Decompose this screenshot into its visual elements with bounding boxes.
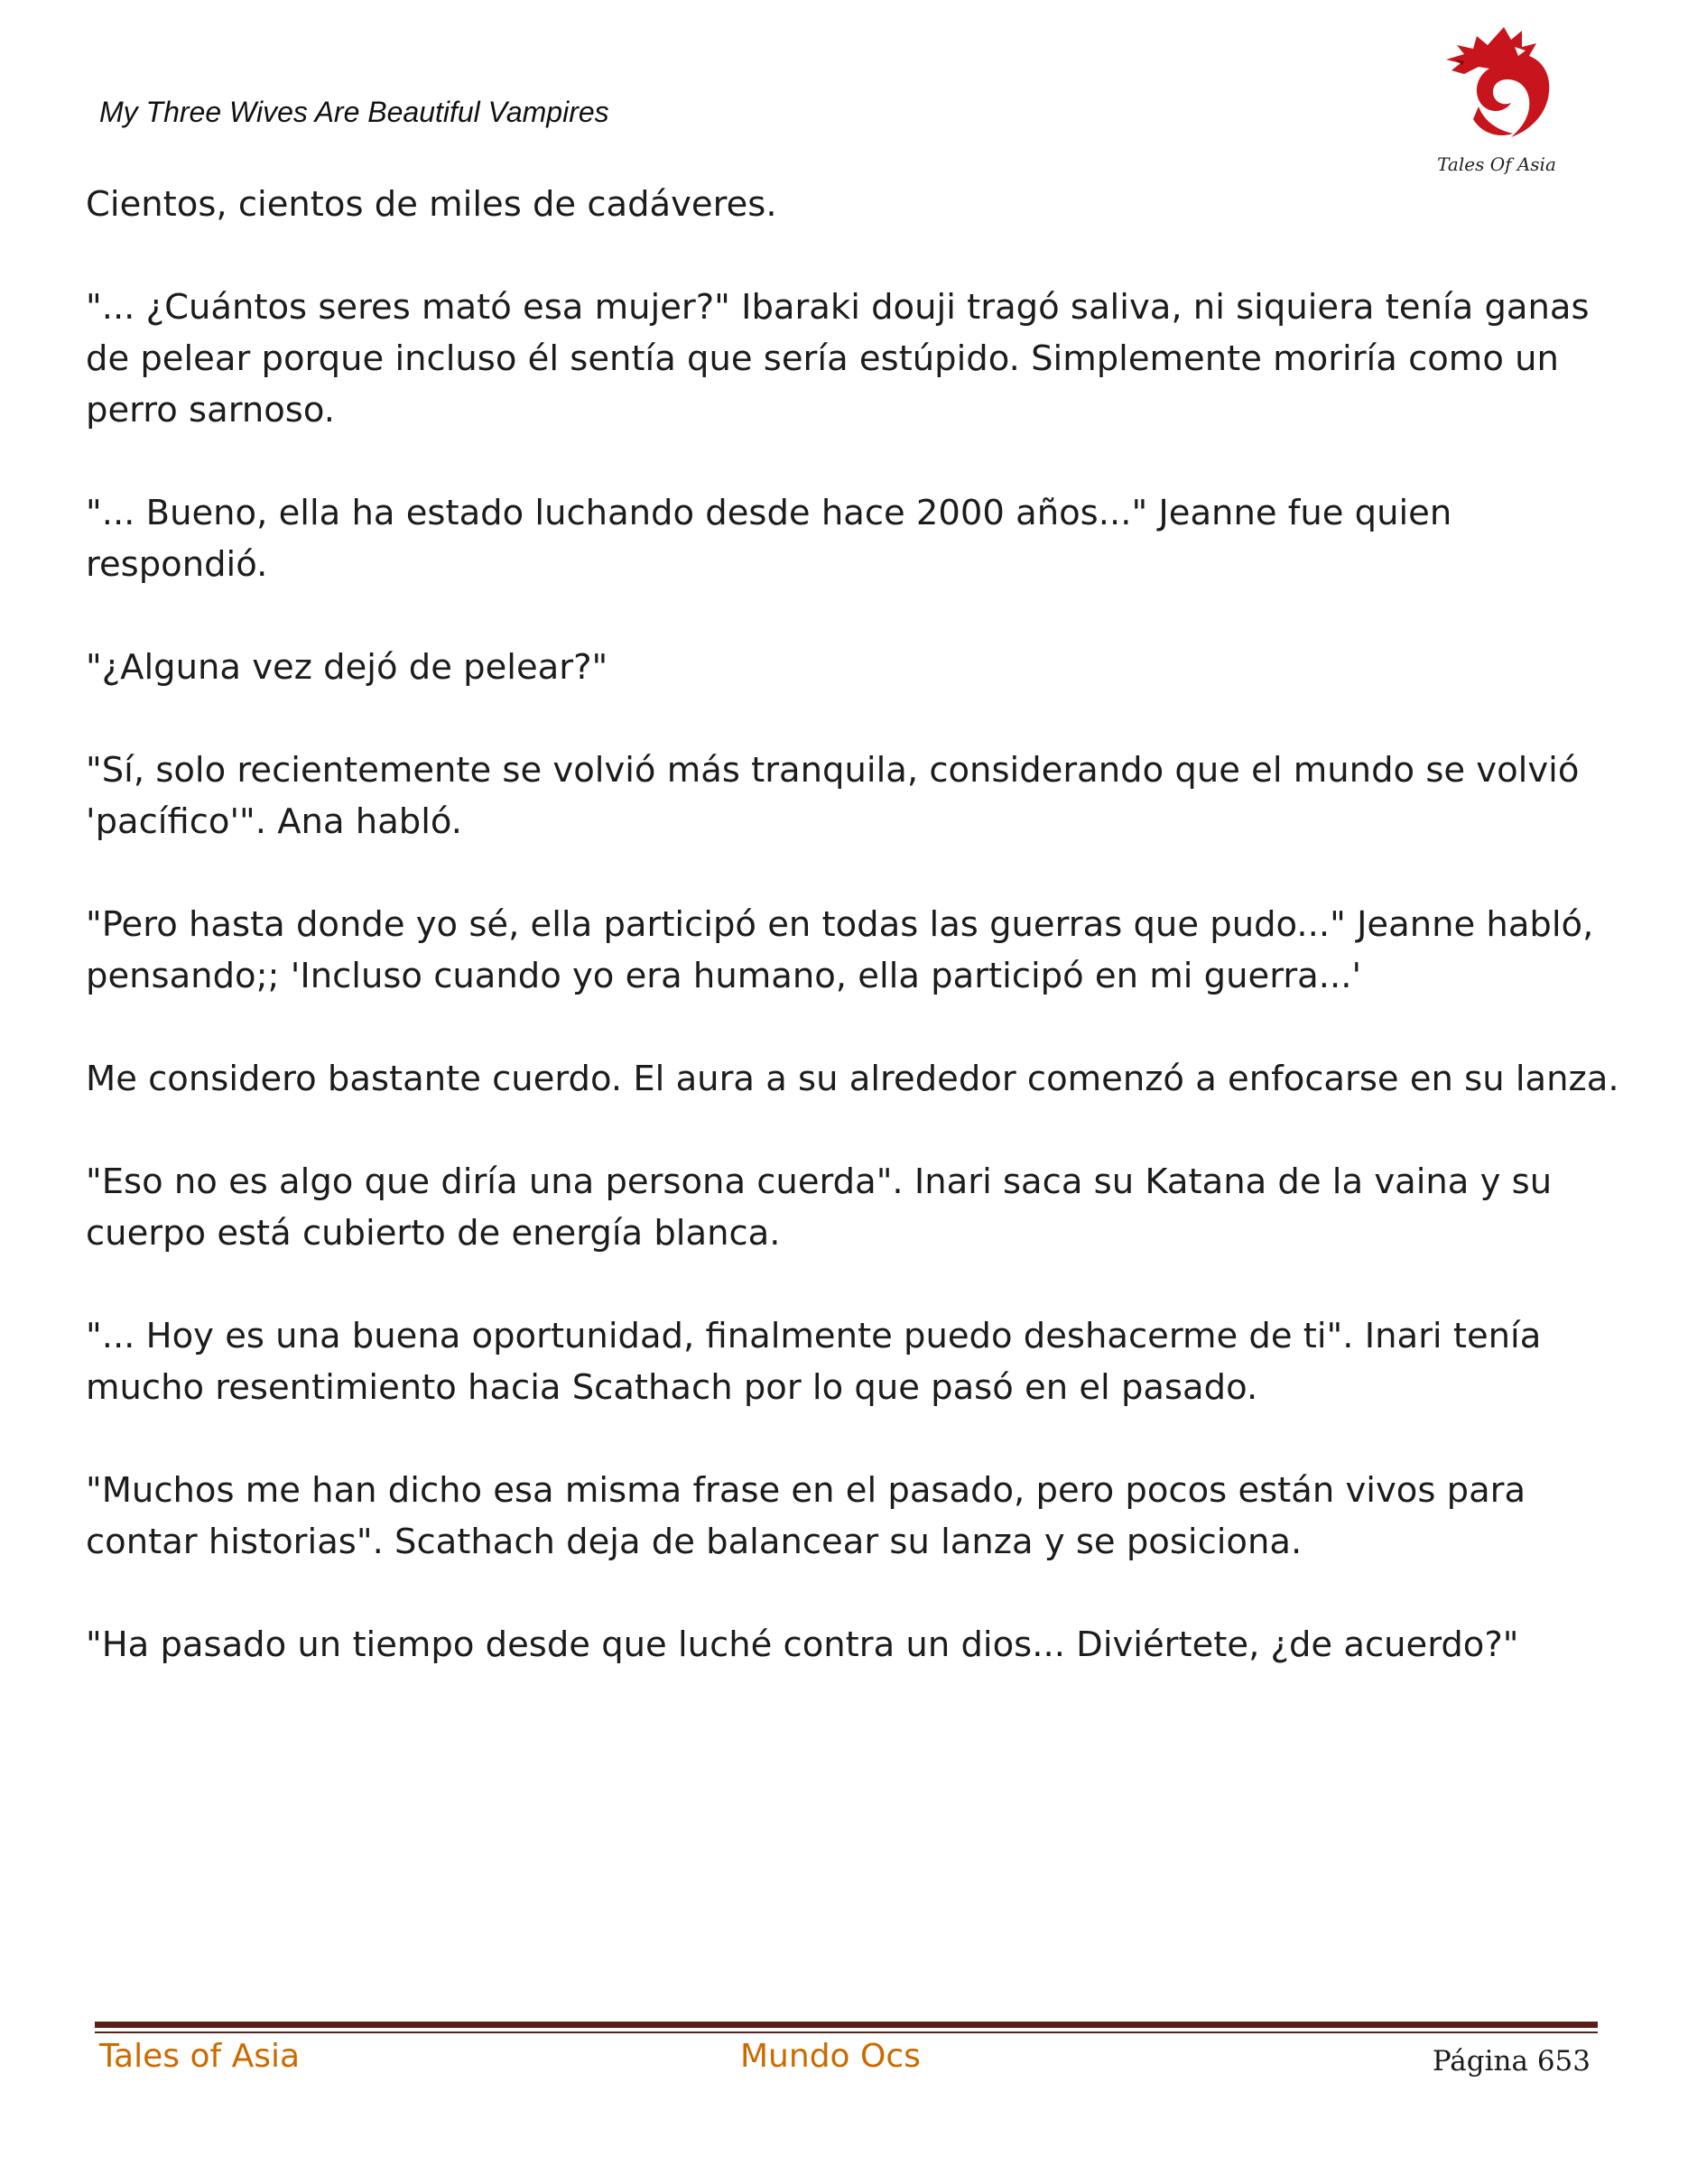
publisher-logo (1424, 20, 1569, 182)
paragraph: "Eso no es algo que diría una persona cuerda". Inari saca su Katana de la vaina y su cuerpo está cubierto de energía blanca. (86, 1161, 1553, 1254)
paragraph: Cientos, cientos de miles de cadáveres. (86, 184, 777, 225)
paragraph: "¿Alguna vez dejó de pelear?" (86, 647, 608, 688)
paragraph: "Muchos me han dicho esa misma frase en el pasado, pero pocos están vivos para contar historias". Scathach deja de balancear su lanza y se posiciona. (86, 1470, 1526, 1562)
paragraph: Me considero bastante cuerdo. El aura a su alrededor comenzó a enfocarse en su lanza. (86, 1059, 1619, 1099)
footer-divider (95, 2022, 1598, 2028)
red-dragon-logo-icon (1424, 20, 1569, 155)
footer-divider-thin (95, 2031, 1598, 2033)
logo-caption: Tales Of Asia (1437, 153, 1556, 175)
paragraph: "Ha pasado un tiempo desde que luché contra un dios... Diviértete, ¿de acuerdo?" (86, 1624, 1519, 1665)
paragraph: "Pero hasta donde yo sé, ella participó en todas las guerras que pudo..." Jeanne habló, pensando;; 'Incluso cuando yo era humano, ella participó en mi guerra...' (86, 904, 1594, 996)
footer-publisher: Tales of Asia (99, 2038, 301, 2075)
book-title: My Three Wives Are Beautiful Vampires (99, 96, 609, 128)
footer-section: Mundo Ocs (740, 2038, 921, 2075)
paragraph: "... ¿Cuántos seres mató esa mujer?" Ibaraki douji tragó saliva, ni siquiera tenía ganas de pelear porque incluso él sentía que sería estúpido. Simplemente moriría como un perro sarnoso. (86, 287, 1590, 430)
chapter-body (86, 179, 1620, 1722)
page-number: Página 653 (1432, 2045, 1591, 2078)
paragraph: "Sí, solo recientemente se volvió más tranquila, considerando que el mundo se volvió 'pacífico'". Ana habló. (86, 750, 1580, 842)
paragraph: "... Hoy es una buena oportunidad, finalmente puedo deshacerme de ti". Inari tenía mucho resentimiento hacia Scathach por lo que pasó en el pasado. (86, 1316, 1542, 1408)
paragraph: "... Bueno, ella ha estado luchando desde hace 2000 años..." Jeanne fue quien respondió. (86, 493, 1452, 585)
